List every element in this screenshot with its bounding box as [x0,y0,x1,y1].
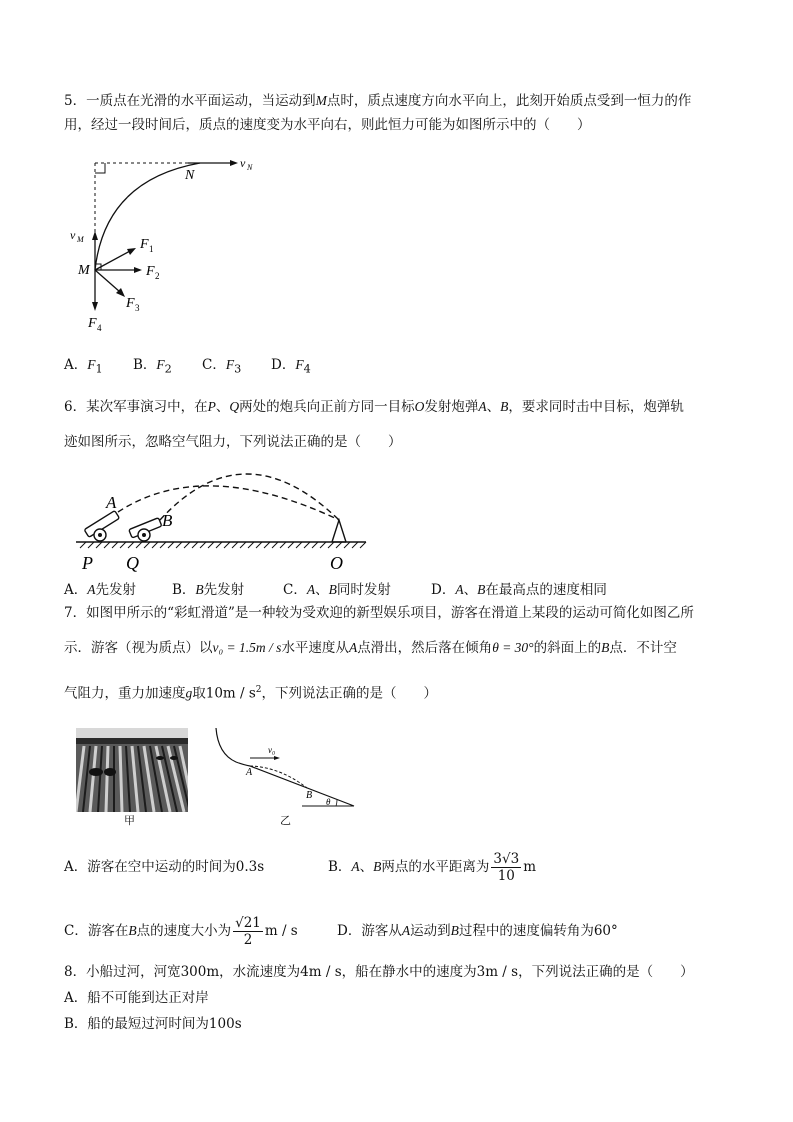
q5-label-F1: F [140,237,149,252]
trajectory-b [160,474,339,520]
q8-option-b[interactable]: B．船的最短过河时间为100s [64,1016,242,1032]
q6-stem-line1: 6．某次军事演习中，在P、Q两处的炮兵向正前方同一目标O发射炮弹A、B，要求同时击中目标，炮弹轨 [64,399,684,415]
q7-label-B: B [306,790,313,801]
q5-label-F3: F [126,296,135,311]
trajectory-a [118,486,339,520]
q5-option-d[interactable]: D．$F_4$ [271,357,311,376]
q5-option-a[interactable]: A．$F_1$ [64,357,103,376]
rainbow-slide-photo [76,728,188,812]
q5-label-vM: v [70,228,76,242]
q5-label-F2-sub: 2 [155,271,160,281]
q6-stem-line2: 迹如图所示，忽略空气阻力，下列说法正确的是（ ） [64,434,402,450]
q5-label-F4: F [88,316,97,331]
q6-option-d[interactable]: D．A、B在最高点的速度相同 [431,582,607,598]
q7-label-A: A [246,767,253,778]
q5-stem-line1: 5．一质点在光滑的水平面运动，当运动到M点时，质点速度方向水平向上，此刻开始质点受到一恒力的作 [64,93,692,109]
q7-stem-line3: 气阻力，重力加速度g取$10m / s^2$，下列说法正确的是（ ） [64,685,438,702]
q5-label-vN-sub: N [247,163,253,172]
q6-option-a[interactable]: A．A先发射 [64,582,136,598]
q7-option-a[interactable]: A．游客在空中运动的时间为0.3s [64,859,265,875]
caption-yi: 乙 [280,814,291,827]
q7-label-theta: θ [326,797,331,807]
q6-label-P: P [82,553,93,572]
q7-option-b[interactable]: B．A、B两点的水平距离为 $\frac{3√3}{10}$ m [328,851,537,884]
q5-figure [60,155,260,335]
q6-label-Q: Q [126,553,139,572]
q7-label-v0: v₀ [268,745,276,755]
q6-option-b[interactable]: B．B先发射 [172,582,245,598]
target-o [332,520,346,542]
q6-figure [74,468,374,572]
q7-option-c[interactable]: C．游客在B点的速度大小为 $\frac{√21}{2}$ m / s [64,915,298,948]
q6-option-c[interactable]: C．A、B同时发射 [283,582,391,598]
q7-option-d[interactable]: D．游客从A运动到B过程中的速度偏转角为60° [337,923,618,939]
caption-jia: 甲 [124,814,135,827]
cannon-p [84,511,119,541]
q8-option-a[interactable]: A．船不可能到达正对岸 [64,990,209,1006]
q6-label-A: A [106,493,117,512]
q7-optb-fraction: $\frac{3√3}{10}$ [493,851,520,884]
q5-label-N: N [185,168,195,183]
rainbow-slide-image [76,728,188,812]
q6-label-B: B [162,511,173,530]
q7-optc-fraction: $\frac{√21}{2}$ [235,915,261,948]
q5-label-F3-sub: 3 [135,303,140,313]
q5-option-c[interactable]: C．$F_3$ [202,357,242,376]
q5-label-F4-sub: 4 [97,323,102,333]
q5-option-b[interactable]: B．$F_2$ [133,357,172,376]
q6-label-O: O [330,553,343,572]
q5-label-vN: v [240,156,246,170]
q8-stem: 8．小船过河，河宽300m，水流速度为4m / s，船在静水中的速度为3m / s，下列说法正确的是（ ） [64,964,694,980]
q5-label-M: M [78,263,90,278]
cannon-q [129,518,162,541]
q7-stem-line1: 7．如图甲所示的“彩虹滑道”是一种较为受欢迎的新型娱乐项目，游客在滑道上某段的运动可简化如图乙所 [64,605,694,621]
q5-label-F1-sub: 1 [149,244,154,254]
q7-slide-diagram [210,724,360,824]
q7-stem-line2: 示．游客（视为质点）以v₀ = 1.5m / s水平速度从A点滑出，然后落在倾角θ = 30°的斜面上的B点．不计空 [64,640,677,656]
q5-stem-line2: 用，经过一段时间后，质点的速度变为水平向右，则此恒力可能为如图所示中的（ ） [64,117,591,133]
q5-label-vM-sub: M [77,235,84,244]
q5-label-F2: F [146,264,155,279]
